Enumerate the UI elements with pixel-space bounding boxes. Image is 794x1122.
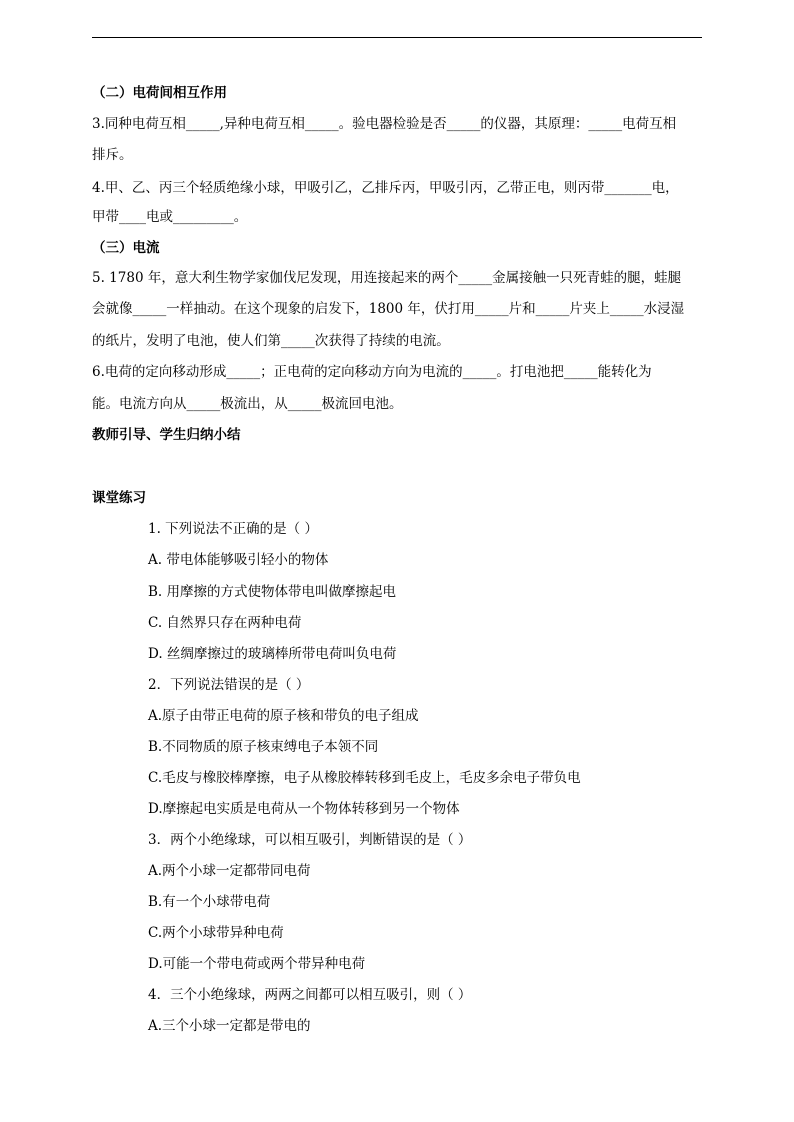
header-rule (92, 37, 702, 38)
practice-q1-option-d: D. 丝绸摩擦过的玻璃棒所带电荷叫负电荷 (148, 646, 397, 662)
practice-q1-option-c: C. 自然界只存在两种电荷 (148, 615, 302, 631)
question-5-line-2: 会就像_____一样抽动。在这个现象的启发下，1800 年，伏打用_____片和_____片夹上_____水浸湿 (92, 301, 685, 317)
practice-q3-option-d: D.可能一个带电荷或两个带异种电荷 (148, 956, 366, 972)
practice-q2-option-a: A.原子由带正电荷的原子核和带负的电子组成 (148, 708, 419, 724)
practice-q2-stem: 2．下列说法错误的是（ ） (148, 677, 310, 693)
question-3-line-1: 3.同种电荷互相_____,异种电荷互相_____。验电器检验是否_____的仪器，其原理：_____电荷互相 (92, 116, 677, 132)
practice-q2-option-c: C.毛皮与橡胶棒摩擦，电子从橡胶棒转移到毛皮上，毛皮多余电子带负电 (148, 770, 581, 786)
practice-q3-option-b: B.有一个小球带电荷 (148, 894, 271, 910)
practice-q1-option-a: A. 带电体能够吸引轻小的物体 (148, 552, 329, 568)
practice-q1-option-b: B. 用摩擦的方式使物体带电叫做摩擦起电 (148, 584, 397, 600)
question-4-line-2: 甲带____电或_________。 (92, 209, 248, 225)
section-heading-interaction: （二）电荷间相互作用 (92, 85, 227, 101)
practice-q2-option-d: D.摩擦起电实质是电荷从一个物体转移到另一个物体 (148, 801, 460, 817)
question-3-line-2: 排斥。 (92, 147, 133, 163)
practice-q4-option-a: A.三个小球一定都是带电的 (148, 1018, 311, 1034)
practice-q3-option-c: C.两个小球带异种电荷 (148, 925, 284, 941)
practice-q4-stem: 4．三个小绝缘球，两两之间都可以相互吸引，则（ ） (148, 987, 472, 1003)
section-heading-practice: 课堂练习 (92, 490, 146, 506)
question-5-line-1: 5. 1780 年，意大利生物学家伽伐尼发现，用连接起来的两个_____金属接触一只死青蛙的腿，蛙腿 (92, 270, 682, 286)
question-5-line-3: 的纸片，发明了电池，使人们第_____次获得了持续的电流。 (92, 333, 450, 349)
section-heading-summary: 教师引导、学生归纳小结 (92, 427, 241, 443)
section-heading-current: （三）电流 (92, 240, 160, 256)
practice-q3-option-a: A.两个小球一定都带同电荷 (148, 863, 311, 879)
practice-q1-stem: 1. 下列说法不正确的是（ ） (148, 521, 318, 537)
question-4-line-1: 4.甲、乙、丙三个轻质绝缘小球，甲吸引乙，乙排斥丙，甲吸引丙，乙带正电，则丙带_______电， (92, 180, 679, 196)
question-6-line-1: 6.电荷的定向移动形成_____；正电荷的定向移动方向为电流的_____。打电池把_____能转化为 (92, 364, 652, 380)
practice-q2-option-b: B.不同物质的原子核束缚电子本领不同 (148, 739, 379, 755)
question-6-line-2: 能。电流方向从_____极流出，从_____极流回电池。 (92, 396, 403, 412)
practice-q3-stem: 3．两个小绝缘球，可以相互吸引，判断错误的是（ ） (148, 832, 472, 848)
